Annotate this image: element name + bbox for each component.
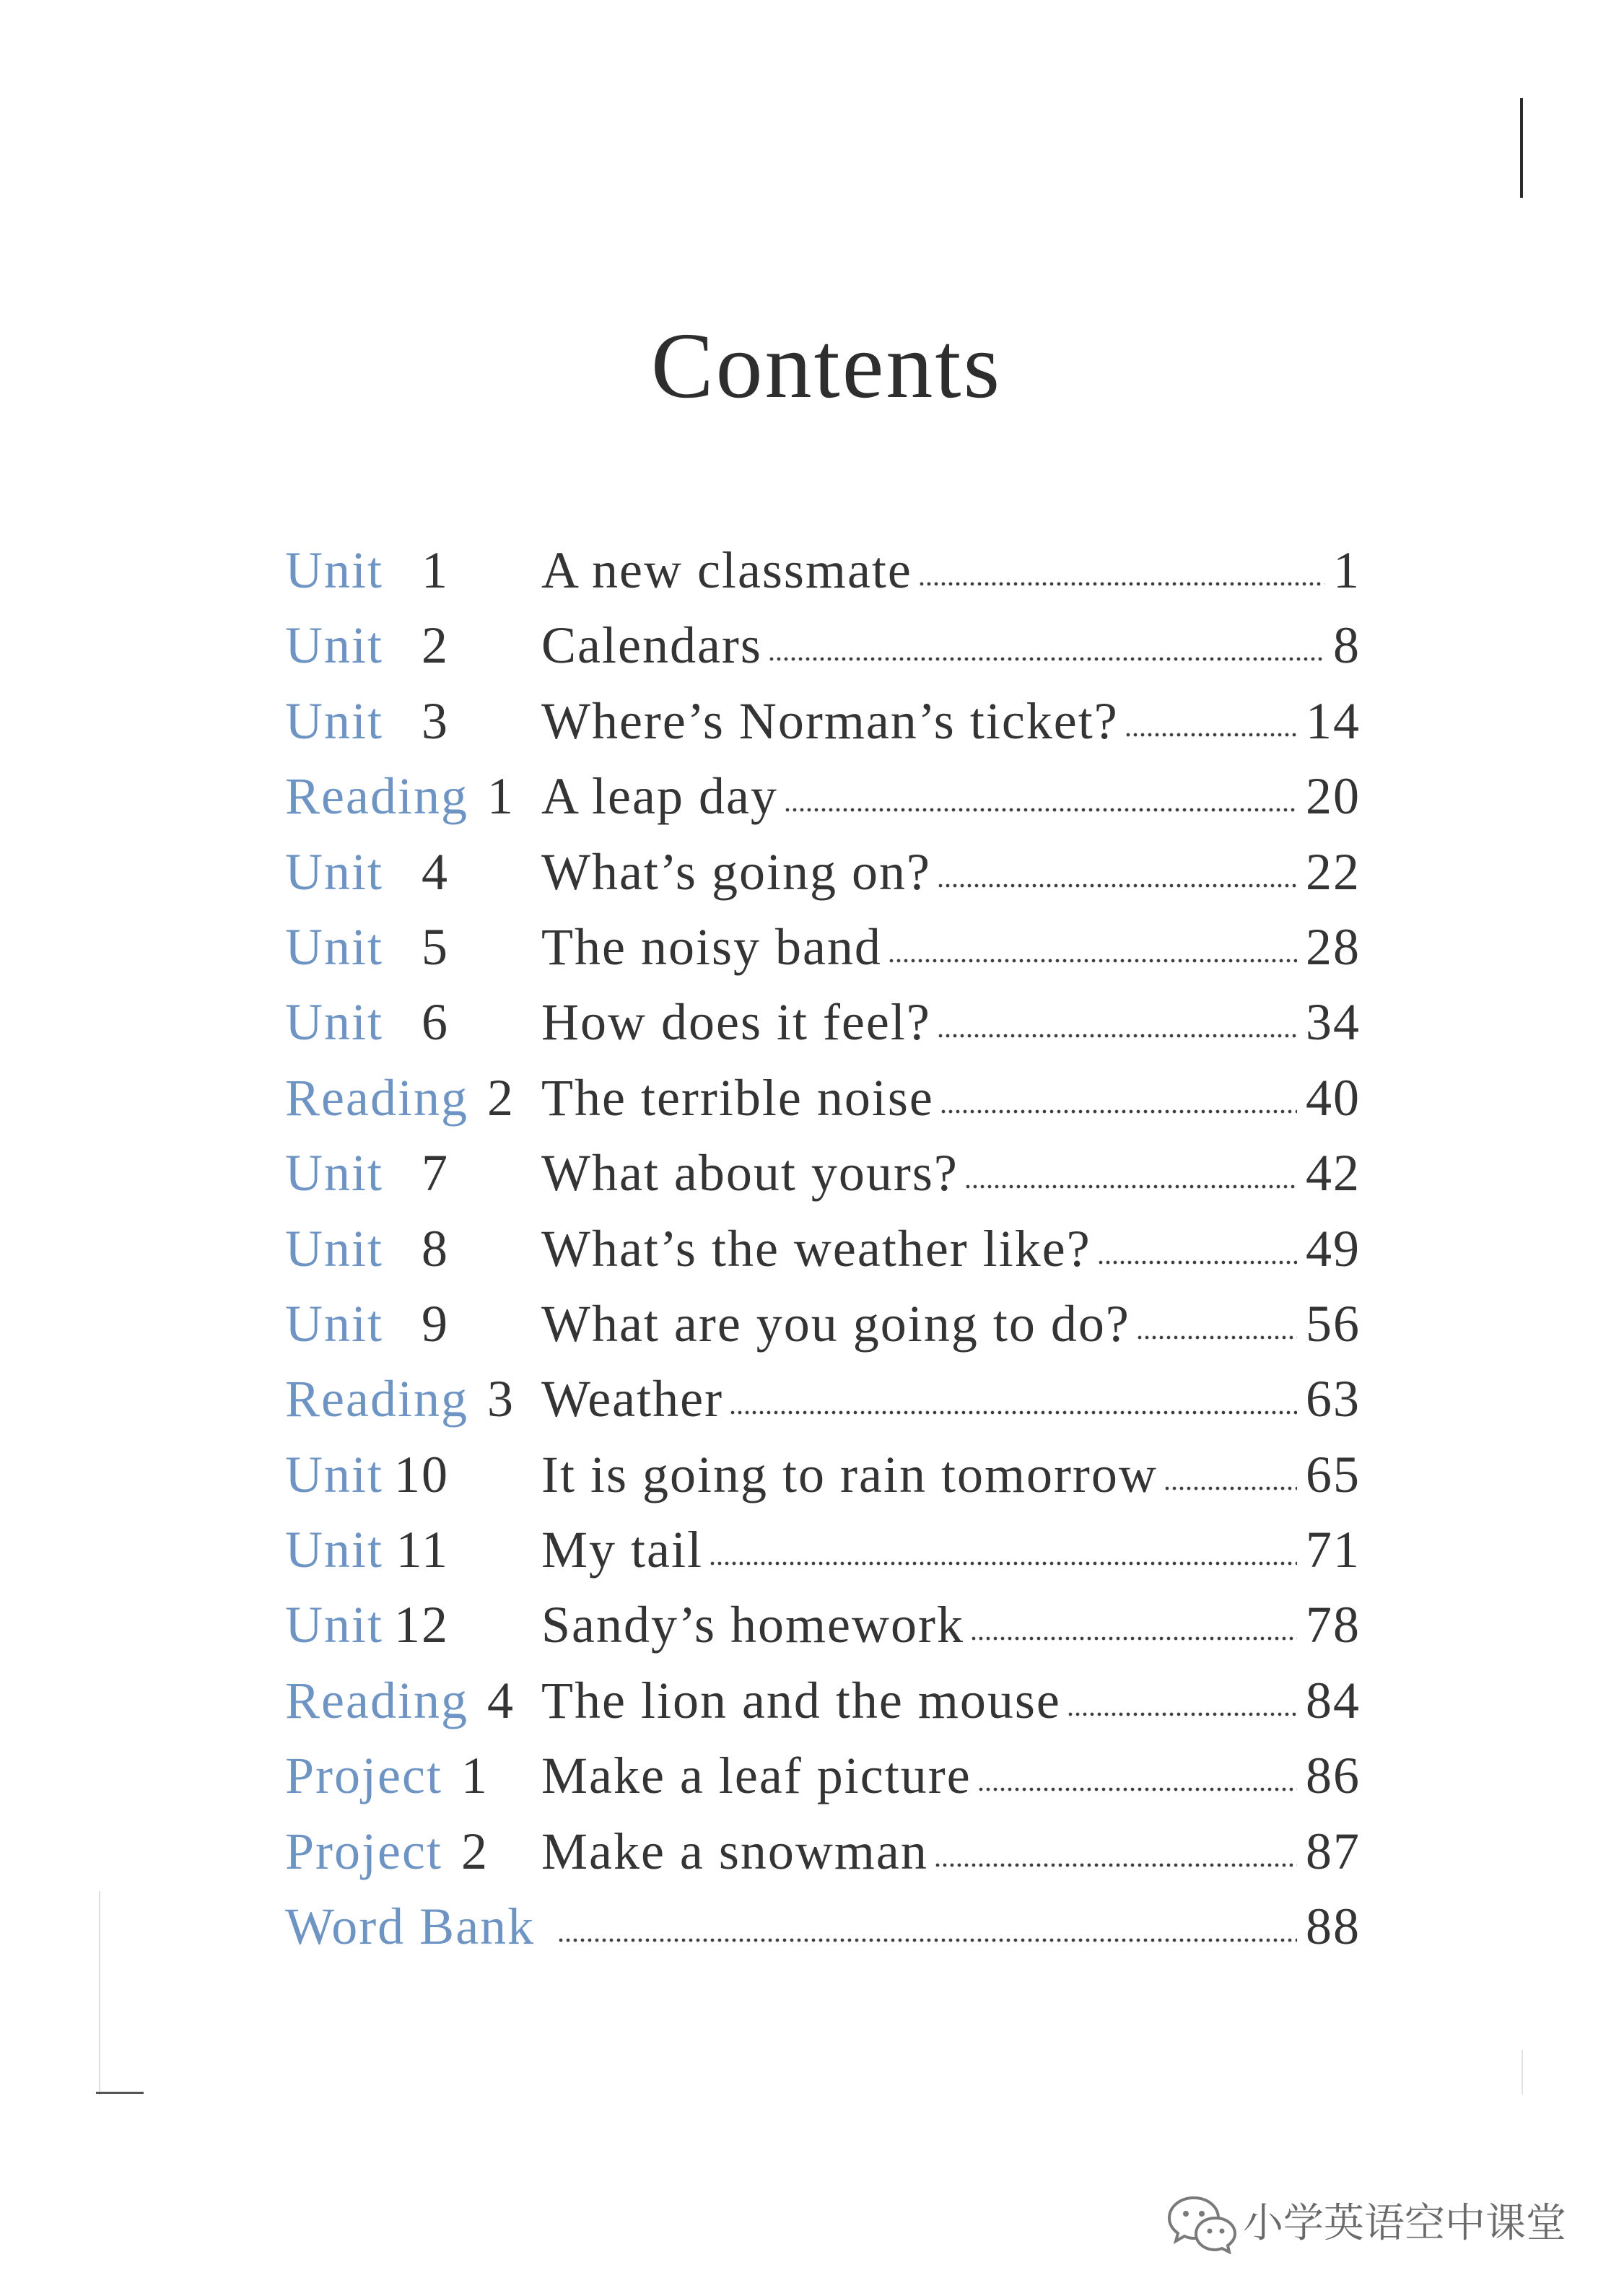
page-number: 49: [1306, 1219, 1361, 1278]
entry-title: My tail: [541, 1521, 703, 1579]
entry-title: A new classmate: [541, 541, 912, 599]
entry-label-cell: [285, 684, 541, 759]
entry-number: 10: [394, 1445, 449, 1503]
dot-leader: [557, 1937, 1297, 1944]
page-number: 86: [1306, 1747, 1361, 1805]
entry-label-cell: [285, 1361, 541, 1436]
entry-label-cell: [285, 1286, 541, 1361]
entry-category-label: Unit: [285, 691, 384, 750]
dot-leader: [784, 806, 1297, 813]
entry-title: How does it feel?: [541, 993, 931, 1052]
entry-category-label: Unit: [285, 1219, 384, 1278]
toc-entry: [285, 909, 1361, 985]
page-edge-line-bottom-right: [1522, 2050, 1523, 2095]
dot-leader: [918, 580, 1324, 588]
entry-title: Where’s Norman’s ticket?: [541, 691, 1119, 750]
entry-label-cell: [285, 1211, 541, 1286]
wechat-icon: [1166, 2194, 1239, 2254]
entry-category-label: Word Bank: [285, 1898, 536, 1956]
entry-number: 1: [460, 1747, 489, 1805]
page-number: 63: [1306, 1370, 1361, 1428]
entry-title: What about yours?: [541, 1144, 959, 1202]
page-number: 84: [1306, 1671, 1361, 1729]
entry-title: Make a snowman: [541, 1822, 928, 1880]
entry-category-label: Unit: [285, 842, 384, 901]
page-number: 65: [1306, 1445, 1361, 1503]
page-number: 42: [1306, 1144, 1361, 1202]
dot-leader: [964, 1183, 1297, 1190]
dot-leader: [937, 1032, 1297, 1039]
toc-entry: [285, 1814, 1361, 1889]
entry-category-label: Unit: [285, 541, 384, 599]
entry-label-cell: [285, 608, 541, 683]
toc-entry: [285, 1437, 1361, 1512]
page-number: 20: [1306, 767, 1361, 826]
entry-number: 11: [396, 1521, 449, 1579]
page-title: Contents: [650, 314, 1003, 418]
page-number: 56: [1306, 1294, 1361, 1353]
entry-title: A leap day: [541, 767, 778, 826]
entry-title: Calendars: [541, 616, 762, 675]
entry-title: The terrible noise: [541, 1068, 934, 1127]
dot-leader: [937, 882, 1297, 889]
entry-category-label: Project: [285, 1822, 442, 1880]
entry-number: 3: [422, 691, 449, 750]
toc-entry: [285, 1060, 1361, 1135]
watermark: [1166, 2191, 1599, 2256]
toc-entry: [285, 533, 1361, 608]
entry-category-label: Unit: [285, 1445, 384, 1503]
entry-title: It is going to rain tomorrow: [541, 1445, 1158, 1503]
entry-title: What’s the weather like?: [541, 1219, 1091, 1278]
entry-label-cell: [285, 1889, 541, 1964]
entry-label-cell: [285, 834, 541, 909]
toc-entry: [285, 1512, 1361, 1587]
entry-label-cell: [285, 1738, 541, 1813]
toc-entry: [285, 1663, 1361, 1738]
entry-category-label: Unit: [285, 616, 384, 675]
dot-leader: [940, 1108, 1297, 1115]
entry-title: What are you going to do?: [541, 1294, 1130, 1353]
toc-entry: [285, 759, 1361, 834]
table-of-contents: [285, 533, 1361, 1964]
toc-entry: [285, 834, 1361, 909]
toc-entry: [285, 1286, 1361, 1361]
entry-title: The noisy band: [541, 917, 882, 976]
entry-label-cell: [285, 1437, 541, 1512]
entry-category-label: Project: [285, 1747, 442, 1805]
dot-leader: [729, 1409, 1297, 1416]
dot-leader: [1067, 1711, 1297, 1718]
page-number: 78: [1306, 1596, 1361, 1654]
entry-label-cell: [285, 1663, 541, 1738]
page-corner-mark-bottom-left: [96, 2092, 144, 2094]
entry-number: 7: [422, 1144, 449, 1202]
page-number: 22: [1306, 842, 1361, 901]
entry-category-label: Reading: [285, 1068, 468, 1127]
entry-number: 4: [422, 842, 449, 901]
entry-title: Sandy’s homework: [541, 1596, 964, 1654]
entry-category-label: Reading: [285, 1671, 468, 1729]
entry-category-label: Reading: [285, 1370, 468, 1428]
page-edge-line-left: [99, 1891, 100, 2095]
entry-label-cell: [285, 1060, 541, 1135]
entry-number: 12: [394, 1596, 449, 1654]
page-number: 88: [1306, 1898, 1361, 1956]
dot-leader: [768, 655, 1324, 663]
dot-leader: [934, 1861, 1297, 1869]
entry-number: 6: [422, 993, 449, 1052]
entry-label-cell: [285, 1512, 541, 1587]
page-number: 1: [1333, 541, 1361, 599]
entry-label-cell: [285, 1135, 541, 1210]
page-number: 34: [1306, 993, 1361, 1052]
page-number: 28: [1306, 917, 1361, 976]
page-number: 8: [1333, 616, 1361, 675]
entry-number: 1: [422, 541, 449, 599]
toc-entry: [285, 1587, 1361, 1662]
entry-number: 2: [486, 1068, 515, 1127]
watermark-text: 小学英语空中课堂: [1243, 2200, 1566, 2247]
entry-number: 5: [422, 917, 449, 976]
dot-leader: [1097, 1259, 1297, 1266]
entry-title: The lion and the mouse: [541, 1671, 1061, 1729]
entry-category-label: Unit: [285, 1144, 384, 1202]
page-number: 71: [1306, 1521, 1361, 1579]
entry-label-cell: [285, 533, 541, 608]
toc-entry: [285, 684, 1361, 759]
entry-category-label: Unit: [285, 1294, 384, 1353]
dot-leader: [1125, 731, 1297, 738]
entry-category-label: Unit: [285, 917, 384, 976]
entry-label-cell: [285, 909, 541, 985]
page-edge-line-top-right: [1520, 98, 1523, 198]
page-number: 40: [1306, 1068, 1361, 1127]
entry-label-cell: [285, 1587, 541, 1662]
toc-entry: [285, 1889, 1361, 1964]
entry-number: 9: [422, 1294, 449, 1353]
dot-leader: [1136, 1334, 1297, 1341]
toc-entry: [285, 1738, 1361, 1813]
dot-leader: [709, 1560, 1297, 1567]
entry-category-label: Reading: [285, 767, 468, 826]
entry-number: 1: [486, 767, 515, 826]
toc-entry: [285, 985, 1361, 1060]
entry-category-label: Unit: [285, 1596, 384, 1654]
entry-number: 2: [460, 1822, 489, 1880]
entry-title: What’s going on?: [541, 842, 931, 901]
page-number: 14: [1306, 691, 1361, 750]
entry-category-label: Unit: [285, 993, 384, 1052]
dot-leader: [977, 1786, 1297, 1793]
toc-entry: [285, 1135, 1361, 1210]
entry-label-cell: [285, 1814, 541, 1889]
entry-number: 4: [486, 1671, 515, 1729]
toc-entry: [285, 1211, 1361, 1286]
entry-number: 3: [486, 1370, 515, 1428]
entry-title: Weather: [541, 1370, 724, 1428]
entry-number: 8: [422, 1219, 449, 1278]
dot-leader: [970, 1635, 1297, 1642]
entry-category-label: Unit: [285, 1521, 384, 1579]
entry-label-cell: [285, 759, 541, 834]
toc-entry: [285, 608, 1361, 683]
dot-leader: [888, 957, 1297, 964]
page-number: 87: [1306, 1822, 1361, 1880]
entry-label-cell: [285, 985, 541, 1060]
entry-title: Make a leaf picture: [541, 1747, 972, 1805]
dot-leader: [1164, 1485, 1297, 1492]
toc-entry: [285, 1361, 1361, 1436]
entry-number: 2: [422, 616, 449, 675]
